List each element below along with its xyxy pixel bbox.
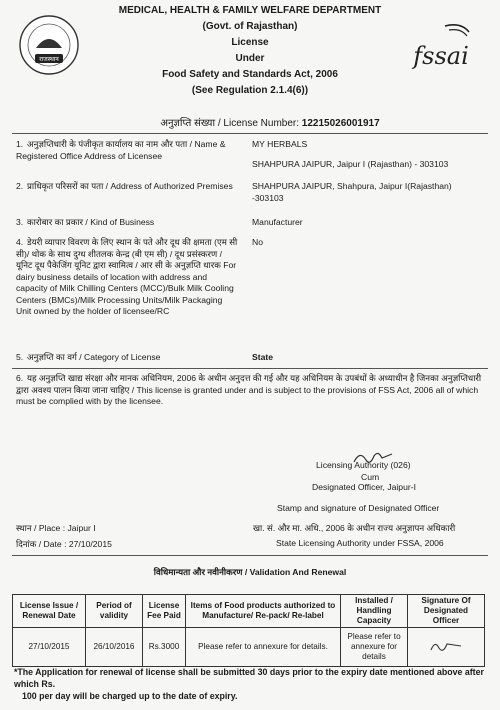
signature-designation: Designated Officer, Jaipur-I: [312, 482, 416, 492]
officer-signature-mark: [429, 638, 463, 654]
field-label: कारोबार का प्रकार / Kind of Business: [27, 217, 155, 227]
field-number: 5.: [16, 352, 24, 362]
clause-terms: [16, 373, 486, 413]
column-header: License Issue / Renewal Date: [13, 595, 86, 628]
divider: [12, 555, 488, 556]
field-number: 3.: [16, 217, 24, 227]
header-license: License: [231, 37, 269, 48]
field-value: Manufacturer: [252, 217, 303, 227]
field-value: MY HERBALS: [252, 139, 308, 149]
divider: [12, 133, 488, 134]
issue-date: दिनांक / Date : 27/10/2015: [16, 539, 112, 549]
column-header: License Fee Paid: [143, 595, 186, 628]
field-value-address: SHAHPURA JAIPUR, Jaipur I (Rajasthan) - 303103: [252, 158, 449, 169]
renewal-note-line1: *The Application for renewal of license shall be submitted 30 days prior to the expiry date mentioned above after which Rs.: [14, 667, 484, 689]
table-cell: Please refer to annexure for details.: [186, 628, 341, 667]
authority-english: State Licensing Authority under FSSA, 2006: [276, 538, 444, 548]
field-value: No: [252, 237, 263, 247]
field-value: State: [252, 352, 274, 362]
column-header: Installed / Handling Capacity: [341, 595, 408, 628]
signature-cell: [408, 628, 485, 667]
header-title: MEDICAL, HEALTH & FAMILY WELFARE DEPARTMENT: [118, 5, 382, 16]
table-cell: Rs.3000: [143, 628, 186, 667]
license-number-value: 12215026001917: [301, 118, 380, 129]
field-number: 4.: [16, 237, 24, 247]
license-number-label: अनुज्ञप्ति संख्या / License Number:: [160, 118, 302, 129]
table-header-row: [13, 595, 485, 628]
header-under: Under: [235, 53, 265, 64]
column-header: Items of Food products authorized to Manufacture/ Re-pack/ Re-label: [186, 595, 341, 628]
rajasthan-emblem: [18, 14, 80, 76]
divider: [12, 368, 488, 369]
table-row: [13, 628, 485, 667]
field-licensee-name: [16, 139, 486, 177]
column-header: Signature Of Designated Officer: [408, 595, 485, 628]
field-value: SHAHPURA JAIPUR, Shahpura, Jaipur I(Rajasthan) -303103: [252, 181, 452, 203]
field-label: अनुज्ञप्ति का वर्ग / Category of License: [27, 352, 161, 362]
field-premises-address: [16, 181, 486, 209]
header-regulation: (See Regulation 2.1.4(6)): [191, 85, 309, 96]
column-header: Period of validity: [86, 595, 143, 628]
validation-title: विधिमान्यता और नवीनीकरण / Validation And Renewal: [153, 567, 347, 577]
place: स्थान / Place : Jaipur I: [16, 523, 96, 533]
field-number: 1.: [16, 139, 24, 149]
field-label: प्राधिकृत परिसरों का पता / Address of Authorized Premises: [27, 181, 233, 191]
fssai-logo-text: fssai: [413, 42, 469, 70]
table-cell: 26/10/2016: [86, 628, 143, 667]
authority-hindi: खा. सं. और मा. अधि., 2006 के अधीन राज्य अनुज्ञापन अधिकारी: [253, 523, 456, 533]
renewal-note: [14, 666, 484, 702]
emblem-label: राजस्थान: [39, 56, 59, 63]
clause-text: यह अनुज्ञप्ति खाद्य संरक्षा और मानक अधिनियम, 2006 के अधीन अनुदत्त की गई और यह अधिनियम के उपबंधों के अध्याधीन है जिनका अनुज्ञप्तिधारी द्वारा अवश्य पालन किया जाना चाहिए / This license is granted under and is subject to the provisions of FSS Act, 2006 all of which must be complied with by the licensee.: [16, 373, 482, 406]
renewal-note-line2: 100 per day will be charged up to the date of expiry.: [22, 691, 238, 701]
field-dairy-details: [16, 237, 486, 347]
validation-table: [12, 594, 485, 667]
field-number: 2.: [16, 181, 24, 191]
header-govt: (Govt. of Rajasthan): [202, 21, 298, 32]
header-act: Food Safety and Standards Act, 2006: [162, 69, 338, 80]
signature-cum: Cum: [361, 472, 380, 482]
table-cell: 27/10/2015: [13, 628, 86, 667]
license-number-line: [80, 115, 460, 129]
field-label: अनुज्ञप्तिधारी के पंजीकृत कार्यालय का नाम और पता / Name & Registered Office Address of Licensee: [16, 139, 226, 161]
table-cell: Please refer to annexure for details: [341, 628, 408, 667]
signature-authority: Licensing Authority (026): [316, 460, 411, 470]
field-label: डेयरी व्यापार विवरण के लिए स्थान के पते और दूध की क्षमता (एम सी सी)/ थोक के साथ दुग्ध शीतलक केन्द्र (बी एम सी) / दूध प्रसंस्करण / यूनिट दूध पैकेजिंग यूनिट द्वारा स्वामित्व / आर सी के अनुज्ञप्ति धारक For dairy business details of location with address and capacity of Milk Chilling Centers (MCC)/Bulk Milk Cooling Centers (BMCs)/Milk Processing Units/Milk Packaging Unit owned by the holder of licensee/RC: [16, 237, 238, 316]
signature-caption: Stamp and signature of Designated Officer: [277, 503, 440, 513]
fssai-logo: [405, 20, 477, 76]
clause-number: 6.: [16, 373, 24, 383]
